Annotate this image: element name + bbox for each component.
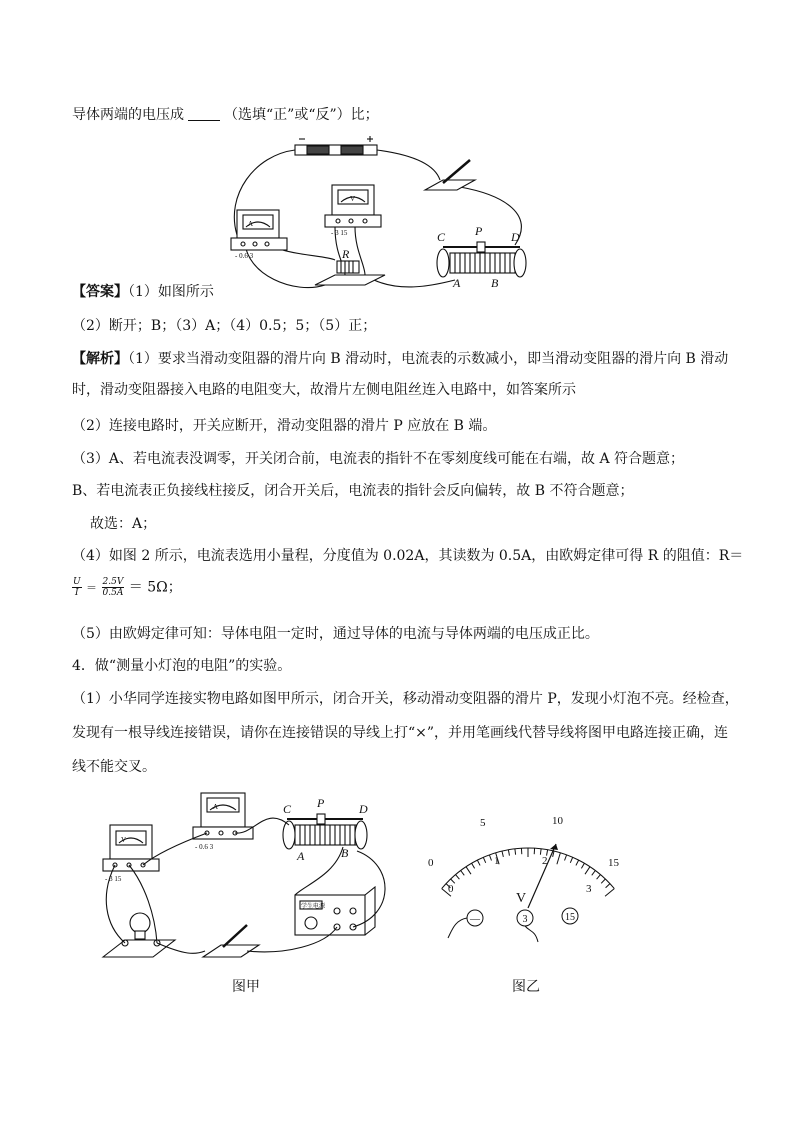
label-d: D xyxy=(511,230,520,244)
dial-tick xyxy=(597,875,601,880)
analysis-line-3: （3）A、若电流表没调零，开关闭合前，电流表的指针不在零刻度线可能在右端，故 A 符合题意； xyxy=(72,451,685,467)
voltmeter-terminals: - 3 15 xyxy=(331,229,348,237)
scale-inner-3: 3 xyxy=(586,883,592,895)
dial-tick xyxy=(570,857,572,863)
voltmeter-dial-figure xyxy=(420,810,620,950)
dial-tick xyxy=(606,884,610,888)
terminal-15-label: 15 xyxy=(565,912,575,923)
dial-tick xyxy=(581,863,584,868)
pointer-arrow xyxy=(550,844,558,850)
scale-outer-5: 5 xyxy=(480,817,486,829)
analysis-line-3c: 故选：A； xyxy=(90,516,157,532)
dial-tick xyxy=(489,855,491,861)
analysis-line-1 xyxy=(72,349,732,369)
circuit-figure-jia xyxy=(95,785,415,965)
ammeter-terminals: - 0.6 3 xyxy=(235,252,254,260)
dial-tick xyxy=(461,871,465,876)
line-text-a: 导体两端的电压成 xyxy=(72,107,184,123)
label-b: B xyxy=(491,276,499,290)
dial-pointer xyxy=(528,844,556,908)
dial-tick xyxy=(540,849,541,855)
label-p: P xyxy=(475,224,483,238)
fraction-values: $\frac{2.5V}{0.5A}$ xyxy=(102,577,124,598)
question-4-1: （1）小华同学连接实物电路如图甲所示，闭合开关，移动滑动变阻器的滑片 P，发现小灯泡不亮。经检查， xyxy=(72,691,739,707)
dial-tick xyxy=(483,857,485,863)
scale-outer-10: 10 xyxy=(552,815,563,827)
jia-label-a: A xyxy=(297,849,305,863)
fill-blank-line xyxy=(72,105,732,125)
scale-inner-0: 0 xyxy=(448,883,454,895)
analysis-line-3b: B、若电流表正负接线柱接反，闭合开关后，电流表的指针会反向偏转，故 B 不符合题意； xyxy=(72,483,634,499)
question-4: 4．做“测量小灯泡的电阻”的实验。 xyxy=(72,658,292,674)
dial-tick xyxy=(508,850,509,856)
line-text-b: （选填“正”或“反”）比； xyxy=(224,107,379,123)
label-c: C xyxy=(437,230,446,244)
dial-tick xyxy=(585,867,590,874)
label-a: A xyxy=(453,276,461,290)
analysis-line-4: （4）如图 2 所示，电流表选用小量程，分度值为 0.02A，其读数为 0.5A，由欧姆定律可得 R 的阻值：R＝ xyxy=(72,548,744,564)
analysis-result: ＝ 5Ω； xyxy=(128,579,182,596)
fraction-u-over-i: $\frac{U}{I}$ xyxy=(73,577,81,598)
jia-label-d: D xyxy=(359,802,368,816)
answer-label: 【答案】 xyxy=(72,284,128,300)
analysis-text-1: （1）要求当滑动变阻器的滑片向 B 滑动时，电流表的示数减小，即当滑动变阻器的滑片向 B 滑动 xyxy=(128,351,729,367)
label-r: R xyxy=(342,247,350,261)
dial-tick xyxy=(605,889,614,897)
jia-ammeter-letter: A xyxy=(213,803,219,811)
analysis-label: 【解析】 xyxy=(72,351,128,367)
jia-voltmeter-terminals: - 3 15 xyxy=(105,875,122,883)
dial-tick xyxy=(472,863,475,868)
ammeter-letter: A xyxy=(248,220,254,228)
terminal-negative-label: — xyxy=(470,914,480,925)
dial-tick xyxy=(601,879,605,883)
dial-tick xyxy=(466,867,471,874)
analysis-line-2: （2）连接电路时，开关应断开，滑动变阻器的滑片 P 应放在 B 端。 xyxy=(72,418,497,434)
dial-tick xyxy=(477,860,480,865)
jia-voltmeter-letter: V xyxy=(121,836,127,844)
question-4-1c: 线不能交叉。 xyxy=(72,759,156,775)
circuit-figure-top xyxy=(215,135,545,295)
dial-tick xyxy=(456,875,460,880)
scale-inner-2: 2 xyxy=(542,855,548,867)
analysis-line-4b: $\frac{U}{I}$ ＝ $\frac{2.5V}{0.5A}$ ＝ 5Ω； xyxy=(73,577,182,598)
dial-tick xyxy=(557,853,560,864)
caption-jia: 图甲 xyxy=(232,979,260,995)
scale-inner-1: 1 xyxy=(494,855,500,867)
scale-outer-15: 15 xyxy=(608,857,619,869)
answer-blank[interactable] xyxy=(188,106,220,121)
jia-label-b: B xyxy=(341,846,349,860)
scale-outer-0: 0 xyxy=(428,857,434,869)
dial-tick xyxy=(565,855,567,861)
answer-line-2: （2）断开；B；（3）A；（4）0.5；5；（5）正； xyxy=(72,318,377,334)
voltmeter-letter: V xyxy=(350,195,356,203)
supply-label: 学生电源 xyxy=(301,904,326,910)
dial-tick xyxy=(576,860,579,865)
dial-tick xyxy=(592,871,596,876)
caption-yi: 图乙 xyxy=(512,979,540,995)
terminal-3-label: 3 xyxy=(522,914,528,925)
answer-text: （1）如图所示 xyxy=(128,284,214,300)
dial-tick xyxy=(515,849,516,855)
jia-ammeter-terminals: - 0.6 3 xyxy=(195,843,214,851)
question-4-1b: 发现有一根导线连接错误，请你在连接错误的导线上打“×”，并用笔画线代替导线将图甲电路连接正确，连 xyxy=(72,725,729,741)
analysis-line-1b: 时，滑动变阻器接入电路的电阻变大，故滑片左侧电阻丝连入电路中，如答案所示 xyxy=(72,382,576,398)
dial-tick xyxy=(502,851,503,857)
jia-label-c: C xyxy=(283,802,292,816)
analysis-line-5: （5）由欧姆定律可知：导体电阻一定时，通过导体的电流与导体两端的电压成正比。 xyxy=(72,626,599,642)
answer-line xyxy=(72,282,732,302)
dial-unit: V xyxy=(516,891,527,906)
jia-label-p: P xyxy=(317,796,325,810)
